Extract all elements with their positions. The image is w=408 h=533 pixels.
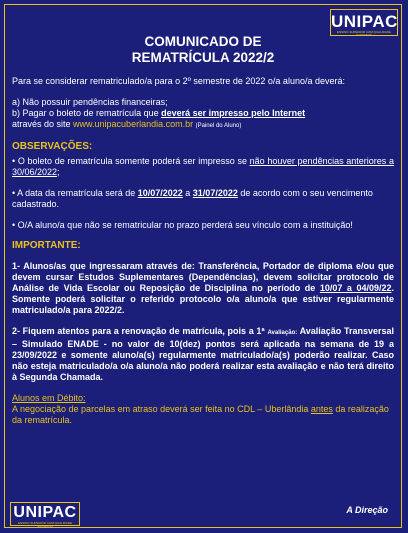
site-link[interactable]: www.unipacuberlandia.com.br — [73, 119, 194, 129]
logo-name: UNIPAC — [331, 12, 398, 31]
importante-item-2: 2- Fiquem atentos para a renovação de matrícula, pois a 1ª Avaliação: Avaliação Transversal – Simulado ENADE - no valor de 10(dez) pontos será aplicada na semana de 19 a 23/09/2022 e somente aluno/a(s) regularmente matriculado/a(s) poderão realizar. Caso não esteja matriculado/a o/a aluno/a não poderá realizar esta avaliação e não terá direito à Segunda Chamada. — [12, 326, 394, 382]
debito-section: Alunos em Débito: A negociação de parcelas em atraso deverá ser feita no CDL – Uberlândia antes da realização da rematrícula. — [12, 393, 389, 425]
page-title: COMUNICADO DE REMATRÍCULA 2022/2 — [131, 34, 275, 65]
logo-tagline: ENSINO SUPERIOR COM QUALIDADE SUPERIOR — [17, 521, 72, 528]
intro-text: Para se considerar rematriculado/a para o 2º semestre de 2022 o/a aluno/a deverá: — [12, 76, 345, 86]
obs-item-1: • O boleto de rematrícula somente poderá ser impresso se não houver pendências anteriores a 30/06/2022; — [12, 156, 394, 177]
unipac-logo-bottom — [10, 502, 80, 526]
logo-name: UNIPAC — [13, 504, 77, 521]
obs-item-2: • A data da rematrícula será de 10/07/2022 a 31/07/2022 de acordo com o seu vencimento cadastrado. — [12, 188, 373, 209]
requirement-a: a) Não possuir pendências financeiras; — [12, 97, 168, 107]
requirement-b: b) Pagar o boleto de rematrícula que deverá ser impresso pelo Internet através do site www.unipacuberlandia.com.br (Painel do Aluno) — [12, 108, 306, 129]
logo-tagline: ENSINO SUPERIOR COM QUALIDADE SUPERIOR — [336, 30, 391, 37]
notice-body — [12, 34, 394, 426]
obs-item-3: • O/A aluno/a que não se rematricular no prazo perderá seu vínculo com a instituição! — [12, 220, 353, 230]
observacoes-heading: OBSERVAÇÕES: — [12, 141, 93, 152]
importante-heading: IMPORTANTE: — [12, 240, 81, 251]
importante-item-1: 1- Alunos/as que ingressaram através de: Transferência, Portador de diploma e/ou que devem cursar Estudos Suplementares (Dependências), devem solicitar protocolo de Análise de Vida Escolar ou Reposição de Disciplina no período de 10/07 a 04/09/22. Somente poderá solicitar o referido protocolo o/a aluno/a que estiver regularmente matriculado/a para 2022/2. — [12, 261, 394, 315]
unipac-logo-top — [330, 9, 398, 36]
signature: A Direção — [346, 505, 388, 515]
